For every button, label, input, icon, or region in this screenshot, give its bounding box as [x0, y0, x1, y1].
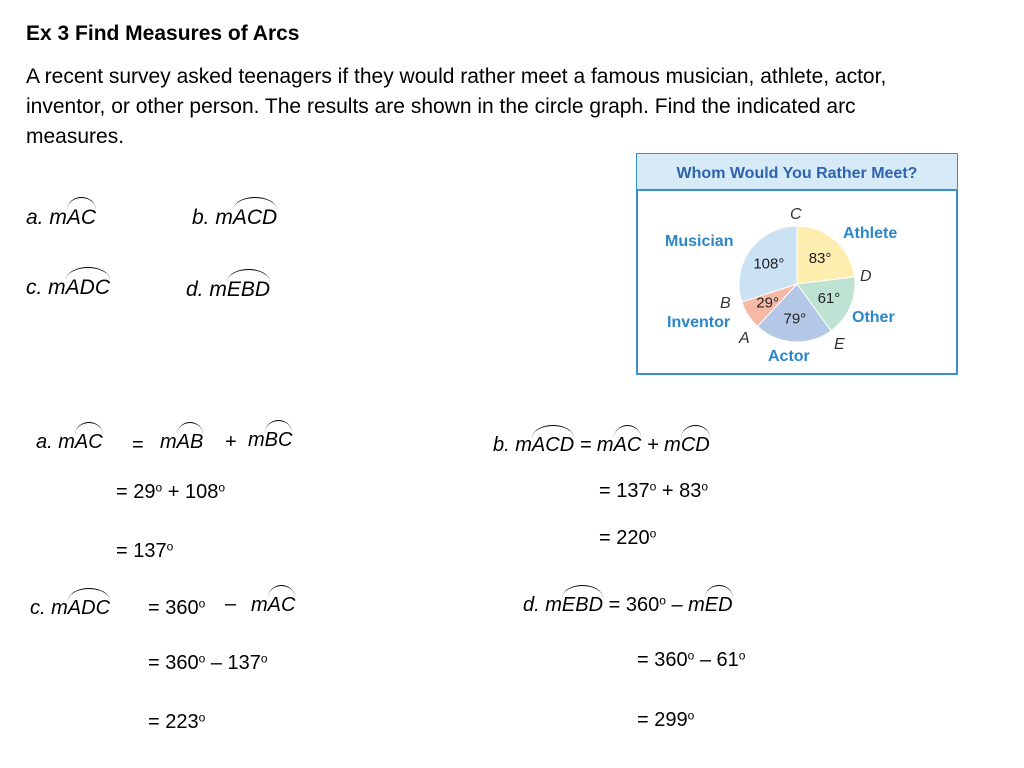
solution-d-mid: = 360 [603, 594, 660, 616]
solution-d-step1-mid: – 61 [694, 649, 739, 671]
solution-c-rhs [148, 597, 205, 620]
degree-sup: o [155, 480, 163, 495]
solution-b-step1-mid: + 83 [656, 480, 702, 502]
solution-a-step2-text: = 137 [116, 540, 167, 562]
solution-d-arc1: EBD [561, 594, 604, 616]
solution-a-equals: = [132, 434, 144, 456]
solution-b-mid: = m [574, 434, 614, 456]
solution-b-step2-text: = 220 [599, 527, 650, 549]
solution-b-step2 [599, 527, 656, 550]
solution-c-rhs-text: = 360 [148, 597, 199, 619]
solution-a-lhs-arc: AC [74, 431, 103, 453]
solution-a-lhs [36, 431, 103, 454]
legend-athlete: Athlete [843, 225, 898, 242]
degree-sup: o [166, 539, 174, 554]
degree-sup: o [198, 596, 206, 611]
solution-d-step2-text: = 299 [637, 709, 688, 731]
question-b-arc: ACD [232, 206, 278, 229]
solution-c-term-prefix: m [251, 594, 268, 616]
solution-b-prefix: b. m [493, 434, 532, 456]
solution-a-step2 [116, 540, 173, 563]
solution-b-step1-text: = 137 [599, 480, 650, 502]
solution-b-arc2: AC [613, 434, 642, 456]
degree-sup: o [687, 648, 695, 663]
solution-c-minus: – [225, 593, 237, 615]
solution-d-arc2: ED [704, 594, 733, 616]
solution-c-step1-text: = 360 [148, 652, 199, 674]
question-c [26, 276, 110, 300]
slice-value-actor: 79° [783, 310, 807, 328]
question-b [192, 206, 277, 230]
question-a-arc: AC [66, 206, 97, 229]
point-c: C [790, 206, 802, 223]
degree-sup: o [687, 708, 695, 723]
solution-c-lhs [30, 597, 110, 620]
solution-d-step1 [637, 649, 745, 672]
legend-musician: Musician [665, 233, 734, 250]
solution-b-step1 [599, 480, 708, 503]
question-d [186, 278, 270, 302]
solution-b-arc1: ACD [531, 434, 575, 456]
legend-other: Other [852, 309, 895, 326]
solution-a-term1-prefix: m [160, 431, 177, 453]
question-c-prefix: c. m [26, 276, 66, 299]
solution-c-step1-mid: – 137 [205, 652, 261, 674]
solution-b-plus: + m [641, 434, 681, 456]
degree-sup: o [738, 648, 746, 663]
solution-a-step1-mid: + 108 [162, 481, 219, 503]
solution-c-step1 [148, 652, 268, 675]
solution-a-term1 [160, 431, 203, 454]
pie-slices [739, 226, 855, 342]
solution-c-lhs-arc: ADC [67, 597, 111, 619]
legend-inventor: Inventor [667, 314, 731, 331]
solution-d-step2 [637, 709, 694, 732]
solution-d-step1-text: = 360 [637, 649, 688, 671]
solution-b-arc3: CD [680, 434, 710, 456]
degree-sup: o [701, 479, 709, 494]
slice-value-musician: 108° [753, 255, 785, 273]
point-e: E [834, 336, 845, 353]
question-d-arc: EBD [226, 278, 271, 301]
solution-a-term2-prefix: m [248, 429, 265, 451]
degree-sup: o [649, 526, 657, 541]
solution-a-term2-arc: BC [264, 429, 293, 451]
point-a: A [739, 330, 750, 347]
slice-value-athlete: 83° [808, 249, 832, 267]
point-d: D [860, 268, 872, 285]
page-title: Ex 3 Find Measures of Arcs [26, 22, 300, 45]
legend-actor: Actor [768, 348, 810, 365]
degree-sup: o [260, 651, 268, 666]
solution-d-mid-post: – m [665, 594, 705, 616]
pie-chart-figure [636, 153, 958, 375]
solution-c-step2 [148, 711, 205, 734]
solution-a-term2 [248, 429, 292, 452]
question-a-prefix: a. m [26, 206, 67, 229]
solution-a-step1-text: = 29 [116, 481, 156, 503]
slice-value-inventor: 29° [756, 294, 779, 312]
solution-c-lhs-prefix: c. m [30, 597, 68, 619]
pie-chart [636, 153, 958, 375]
question-a [26, 206, 96, 230]
solution-d-equation [523, 594, 733, 617]
question-d-prefix: d. m [186, 278, 227, 301]
solution-b-equation [493, 434, 710, 457]
point-b: B [720, 295, 731, 312]
degree-sup: o [649, 479, 657, 494]
solution-a-plus: + [225, 431, 237, 453]
chart-title: Whom Would You Rather Meet? [676, 165, 918, 182]
degree-sup: o [198, 651, 206, 666]
question-b-prefix: b. m [192, 206, 233, 229]
solution-c-term-arc: AC [267, 594, 296, 616]
problem-statement: A recent survey asked teenagers if they would rather meet a famous musician, athlete, actor, inventor, or other person. The results are shown in the circle graph. Find the indicated arc measures. [26, 65, 887, 148]
solution-a-step1 [116, 481, 225, 504]
degree-sup: o [198, 710, 206, 725]
solution-c-term [251, 594, 295, 617]
question-c-arc: ADC [65, 276, 111, 299]
degree-sup: o [218, 480, 226, 495]
solution-d-prefix: d. m [523, 594, 562, 616]
solution-a-lhs-prefix: a. m [36, 431, 75, 453]
solution-c-step2-text: = 223 [148, 711, 199, 733]
degree-sup: o [659, 593, 666, 608]
slice-value-other: 61° [817, 289, 841, 307]
solution-a-term1-arc: AB [176, 431, 204, 453]
